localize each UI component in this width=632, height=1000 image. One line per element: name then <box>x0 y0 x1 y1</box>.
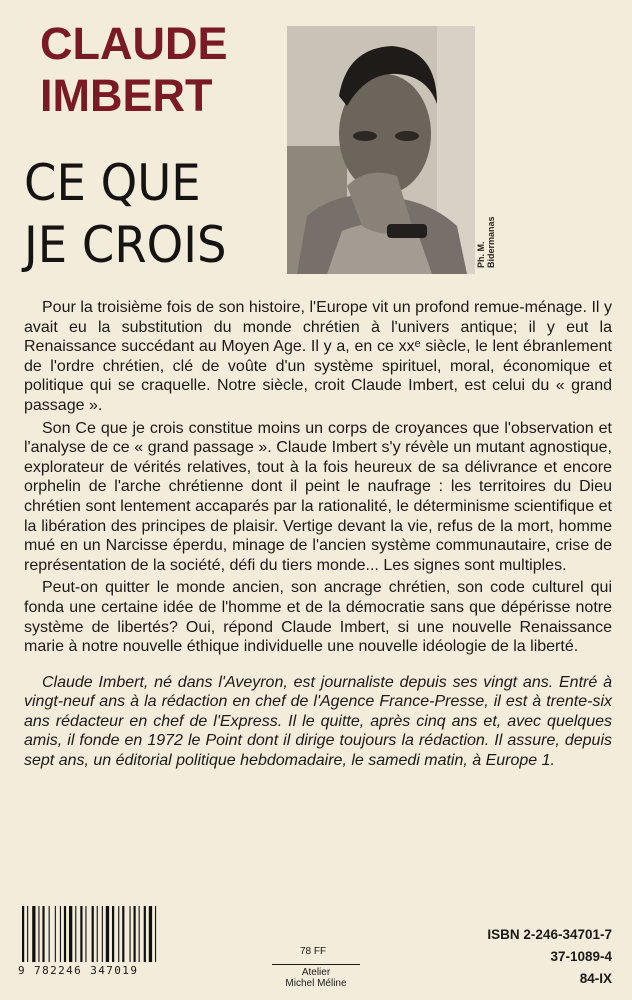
barcode-bar <box>92 906 94 962</box>
book-title <box>24 152 226 276</box>
book-title-line-1: CE QUE <box>24 154 201 212</box>
publisher-line-2: Michel Méline <box>285 978 347 989</box>
barcode-bar <box>75 906 76 962</box>
barcode-bar <box>118 906 119 962</box>
barcode-bar <box>144 906 146 962</box>
barcode-bar <box>42 906 44 962</box>
barcode-bar <box>122 906 124 962</box>
isbn-number: ISBN 2-246-34701-7 <box>487 927 612 942</box>
author-last-name: IMBERT <box>40 70 213 121</box>
isbn-block <box>487 924 612 990</box>
barcode-bar <box>49 906 50 962</box>
barcode-bar <box>32 906 35 962</box>
book-title-line-2: JE CROIS <box>24 216 227 274</box>
publisher-logo <box>272 964 360 989</box>
author-bio: Claude Imbert, né dans l'Aveyron, est journaliste depuis ses vingt ans. Entré à vingt-neuf ans à la rédaction en chef de l'Agence France-Presse, il est à trente-six ans rédacteur en chef de l'Express. Il le quitte, après cinq ans et, avec quelques amis, il fonde en 1972 le Point dont il dirige toujours la rédaction. Il assure, depuis sept ans, un éditorial politique hebdomadaire, le samedi matin, à Europe 1. <box>24 673 612 770</box>
barcode-bar <box>69 906 72 962</box>
barcode-bar <box>134 906 136 962</box>
author-name <box>40 18 228 122</box>
barcode-bar <box>85 906 86 962</box>
barcode <box>18 906 170 984</box>
author-photo <box>287 26 475 274</box>
barcode-bar <box>139 906 140 962</box>
barcode-bar <box>27 906 28 962</box>
barcode-bar <box>97 906 98 962</box>
isbn-code-2: 37-1089-4 <box>550 949 612 964</box>
paragraph: Son Ce que je crois constitue moins un corps de croyances que l'observation et l'analyse de ce « grand passage ». Claude Imbert s'y révèle un mutant agnostique, explorateur de vérités relatives, tout à la fois heureux de sa délivrance et encore orphelin de l'arche chrétienne dont il peint le naufrage : les territoires du Dieu chrétien sont lentement accaparés par la rationalité, le déterminisme scientifique et la libération des principes de plaisir. Vertige devant la vie, refus de la mort, homme mué en un Narcisse éperdu, minage de l'ancien système communautaire, crise de représentation de la société, défi du tiers monde... Les signes sont multiples. <box>24 419 612 574</box>
barcode-bar <box>80 906 82 962</box>
barcode-bar <box>22 906 24 962</box>
back-cover-text <box>24 298 612 774</box>
barcode-bar <box>130 906 131 962</box>
publisher-line-1: Atelier <box>301 967 331 978</box>
barcode-bars <box>18 906 170 964</box>
barcode-bar <box>55 906 56 962</box>
barcode-bar <box>60 906 61 962</box>
barcode-bar <box>106 906 109 962</box>
barcode-bar <box>64 906 66 962</box>
price: 78 FF <box>300 946 327 957</box>
paragraph: Pour la troisième fois de son histoire, l'Europe vit un profond remue-ménage. Il y avait eu la substitution du monde chrétien à l'univers antique; il y eut la Renaissance succédant au Moyen Age. Il y a, en ce xxᵉ siècle, le lent ébranlement de l'ordre chrétien, clé de voûte d'un système spirituel, moral, économique et politique qui se craquelle. Notre siècle, croit Claude Imbert, est celui du « grand passage ». <box>24 299 612 414</box>
barcode-bar <box>38 906 39 962</box>
author-first-name: CLAUDE <box>40 18 228 69</box>
paragraph: Peut-on quitter le monde ancien, son ancrage chrétien, son code culturel qui fonda une certaine idée de l'homme et de la démocratie sans que dépérisse notre système de libertés? Oui, répond Claude Imbert, si une nouvelle Renaissance marie à notre nouvelle éthique individuelle une nouvelle idéologie de la liberté. <box>24 579 612 656</box>
barcode-bar <box>155 906 156 962</box>
barcode-bar <box>112 906 114 962</box>
isbn-code-3: 84-IX <box>579 971 612 986</box>
barcode-bar <box>149 906 152 962</box>
photo-credit: Ph. M. Bidermanas <box>476 216 496 268</box>
author-portrait-illustration <box>287 26 475 274</box>
barcode-bar <box>102 906 103 962</box>
barcode-number: 9 782246 347019 <box>18 964 139 977</box>
